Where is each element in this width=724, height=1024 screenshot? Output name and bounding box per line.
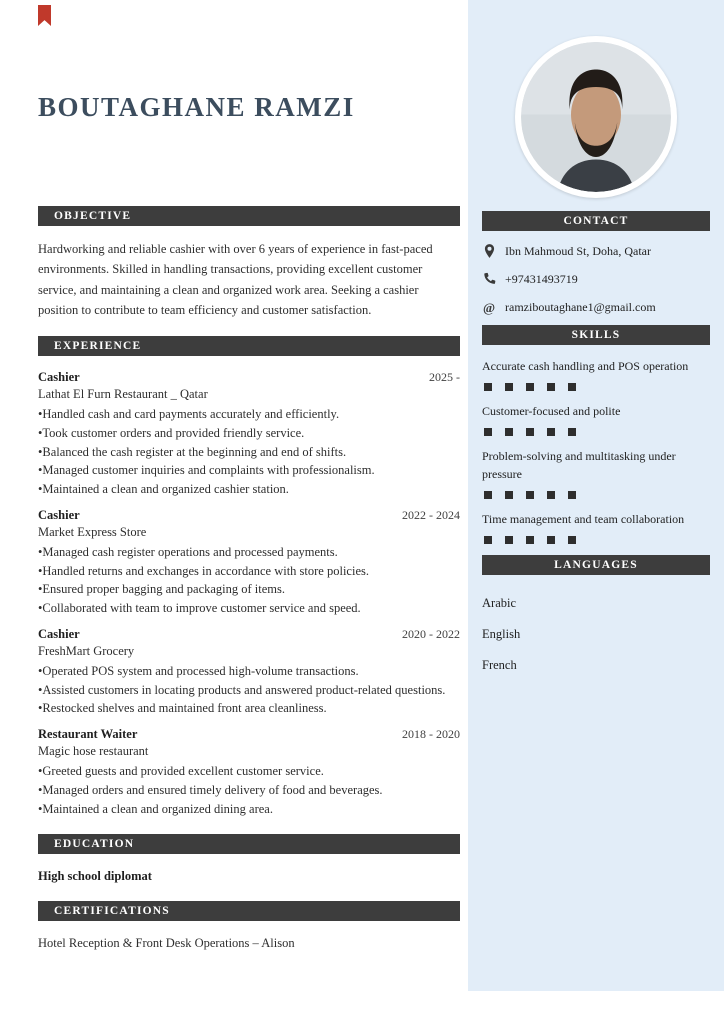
job-bullet: •Restocked shelves and maintained front area cleanliness. (38, 701, 327, 716)
email-icon: @ (482, 299, 496, 315)
experience-list (38, 370, 460, 818)
job-company: FreshMart Grocery (38, 643, 135, 658)
job-bullet: •Managed orders and ensured timely delivery of food and beverages. (38, 782, 383, 797)
job-role: Cashier (38, 370, 80, 384)
skill-square (484, 428, 492, 436)
skill-square (547, 536, 555, 544)
language-item: French (482, 658, 517, 673)
skill-square (526, 491, 534, 499)
profile-photo (515, 36, 677, 198)
job-bullet: •Collaborated with team to improve customer service and speed. (38, 601, 361, 615)
job-header (38, 370, 460, 385)
candidate-name: BOUTAGHANE RAMZI (38, 92, 355, 122)
job-bullet: •Greeted guests and provided excellent customer service. (38, 764, 324, 778)
location-icon (482, 243, 496, 263)
education-item: High school diplomat (38, 869, 152, 884)
job-dates: 2025 - (429, 370, 460, 384)
skill-label: Problem-solving and multitasking under pressure (482, 449, 676, 482)
job-company: Lathat El Furn Restaurant _ Qatar (38, 387, 208, 401)
skill-label: Customer-focused and polite (482, 404, 621, 419)
job-bullet: •Maintained a clean and organized dining area. (38, 801, 273, 816)
job-bullet: •Managed customer inquiries and complaints with professionalism. (38, 463, 375, 478)
job-header (38, 627, 460, 642)
skill-rating (484, 383, 710, 391)
objective-text: Hardworking and reliable cashier with over 6 years of experience in fast-paced environments. Skilled in handling transactions, providing excellent customer service, and maintaining a clean and organized work area. Seeking a cashier position to contribute to team efficiency and customer satisfaction. (38, 242, 433, 317)
skill-square (568, 536, 576, 544)
skill-item (482, 357, 710, 391)
skill-rating (484, 536, 710, 544)
job-bullet: •Handled cash and card payments accurately and efficiently. (38, 407, 340, 421)
skill-rating (484, 428, 710, 436)
skill-item (482, 510, 710, 544)
job-dates: 2022 - 2024 (402, 507, 460, 522)
experience-entry (38, 508, 460, 618)
job-bullet: •Assisted customers in locating products and answered product-related questions. (38, 682, 446, 697)
skill-item (482, 447, 710, 499)
skill-square (484, 491, 492, 499)
skill-square (568, 491, 576, 499)
contact-item (482, 299, 710, 317)
job-bullet: •Balanced the cash register at the beginning and end of shifts. (38, 444, 347, 459)
job-dates: 2020 - 2022 (402, 626, 460, 641)
job-role: Restaurant Waiter (38, 727, 138, 741)
skill-square (505, 536, 513, 544)
skill-square (526, 536, 534, 544)
job-header (38, 727, 460, 742)
section-header-experience: EXPERIENCE (38, 336, 460, 356)
skill-square (568, 428, 576, 436)
language-item: English (482, 627, 521, 642)
job-company: Magic hose restaurant (38, 744, 149, 758)
job-bullet: •Operated POS system and processed high-volume transactions. (38, 663, 359, 678)
phone-icon (482, 271, 496, 290)
skill-square (505, 491, 513, 499)
contact-text: ramziboutaghane1@gmail.com (505, 299, 656, 314)
job-role: Cashier (38, 507, 80, 522)
experience-entry (38, 727, 460, 818)
job-bullet: •Took customer orders and provided friendly service. (38, 425, 305, 440)
contact-item (482, 243, 710, 263)
skill-square (547, 428, 555, 436)
experience-entry (38, 370, 460, 499)
skill-rating (484, 491, 710, 499)
skills-list (482, 357, 710, 544)
skill-square (484, 536, 492, 544)
skill-square (547, 491, 555, 499)
certification-item: Hotel Reception & Front Desk Operations – Alison (38, 936, 295, 951)
skill-square (568, 383, 576, 391)
job-bullet: •Ensured proper bagging and packaging of items. (38, 582, 286, 597)
section-header-contact: CONTACT (482, 211, 710, 231)
language-item: Arabic (482, 596, 517, 611)
job-header (38, 508, 460, 523)
contact-text: +97431493719 (505, 272, 578, 287)
skill-label: Time management and team collaboration (482, 512, 685, 527)
experience-entry (38, 627, 460, 718)
skill-square (526, 383, 534, 391)
languages-list (482, 596, 710, 673)
skill-square (526, 428, 534, 436)
job-role: Cashier (38, 626, 80, 641)
contact-list (482, 243, 710, 317)
contact-text: Ibn Mahmoud St, Doha, Qatar (505, 244, 651, 258)
skill-square (505, 428, 513, 436)
contact-item (482, 271, 710, 290)
section-header-certifications: CERTIFICATIONS (38, 901, 460, 921)
skill-square (547, 383, 555, 391)
skill-label: Accurate cash handling and POS operation (482, 359, 689, 374)
job-bullet: •Managed cash register operations and processed payments. (38, 544, 338, 559)
section-header-languages: LANGUAGES (482, 555, 710, 575)
section-header-skills: SKILLS (482, 325, 710, 345)
job-bullet: •Handled returns and exchanges in accordance with store policies. (38, 563, 369, 578)
job-bullet: •Maintained a clean and organized cashier station. (38, 482, 289, 496)
skill-item (482, 402, 710, 436)
sidebar (468, 0, 724, 991)
section-header-education: EDUCATION (38, 834, 460, 854)
section-header-objective: OBJECTIVE (38, 206, 460, 226)
skill-square (505, 383, 513, 391)
job-dates: 2018 - 2020 (402, 727, 460, 741)
profile-photo-image (521, 42, 671, 192)
job-company: Market Express Store (38, 524, 147, 539)
skill-square (484, 383, 492, 391)
